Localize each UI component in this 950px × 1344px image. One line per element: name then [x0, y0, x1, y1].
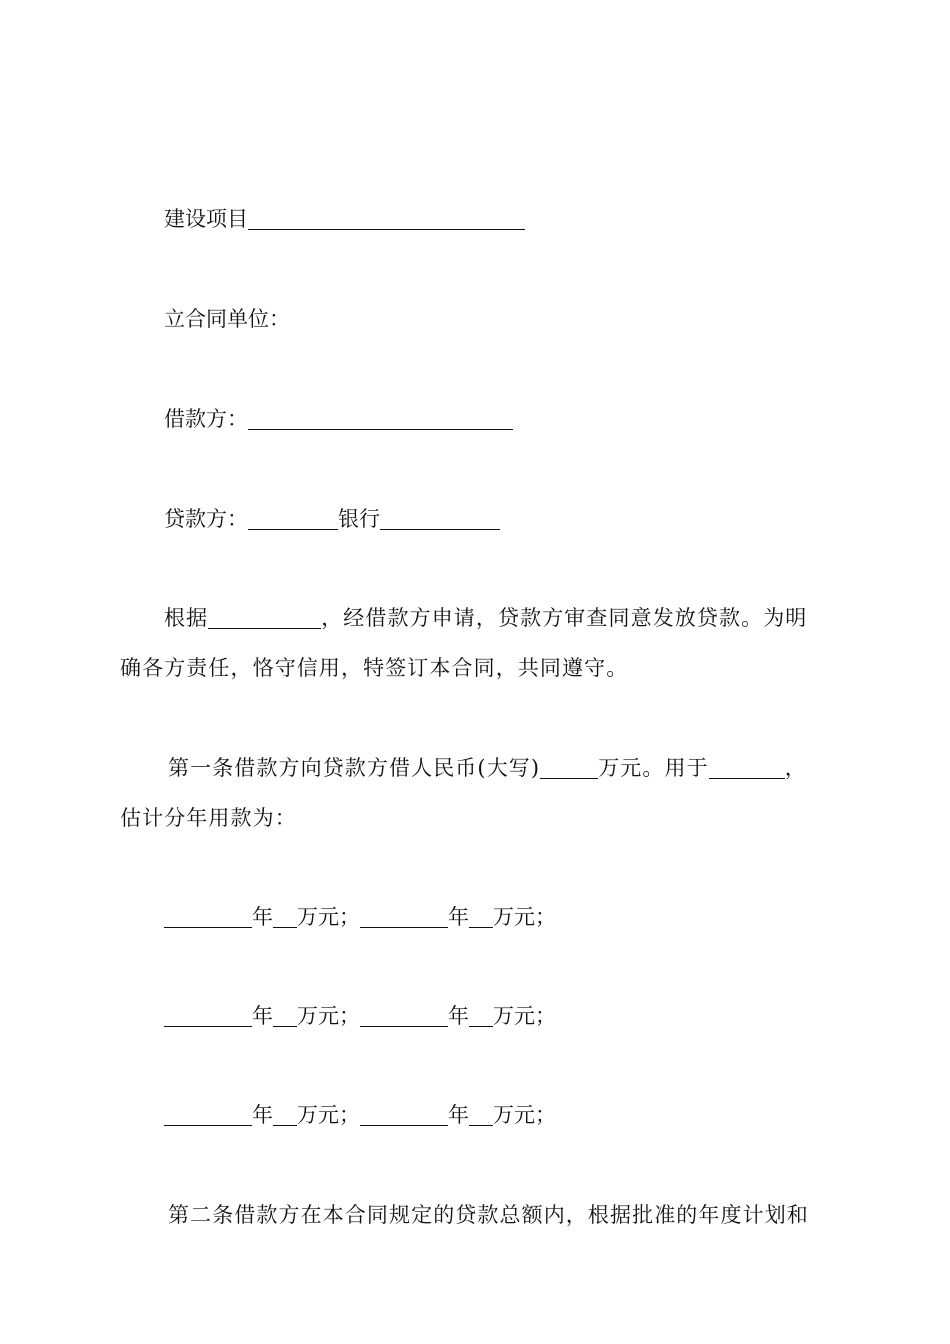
amount-text: 万元； — [493, 1103, 556, 1127]
intro-line-1 — [0, 598, 950, 638]
article2-line1-text: 第二条借款方在本合同规定的贷款总额内，根据批准的年度计划和 — [168, 1203, 809, 1227]
amount-blank — [469, 1003, 493, 1027]
amount-blank — [273, 1102, 297, 1126]
amount-blank — [469, 1102, 493, 1126]
amount-text: 万元； — [493, 905, 556, 929]
lender-line — [0, 499, 950, 539]
schedule-row-3 — [0, 1095, 950, 1135]
bank-text: 银行 — [338, 507, 380, 531]
year-blank — [164, 904, 252, 928]
lender-bank-blank-right — [380, 506, 500, 530]
year-blank — [164, 1003, 252, 1027]
schedule-row-1 — [0, 897, 950, 937]
year-blank — [360, 904, 448, 928]
borrower-line — [0, 399, 950, 439]
lender-label: 贷款方： — [164, 507, 248, 531]
year-text: 年 — [252, 905, 273, 929]
amount-text: 万元； — [297, 905, 360, 929]
loan-purpose-blank — [709, 755, 785, 779]
year-text: 年 — [252, 1103, 273, 1127]
year-text: 年 — [448, 1004, 469, 1028]
article1-part3: ， — [784, 756, 807, 780]
year-blank — [360, 1003, 448, 1027]
parties-title: 立合同单位： — [164, 307, 290, 331]
article1-line-1 — [0, 748, 950, 788]
schedule-row-2 — [0, 996, 950, 1036]
article1-line2-text: 估计分年用款为： — [120, 806, 297, 830]
intro-prefix: 根据 — [164, 606, 209, 630]
intro-line-2 — [0, 648, 950, 688]
project-line — [0, 199, 950, 239]
year-blank — [164, 1102, 252, 1126]
year-text: 年 — [448, 905, 469, 929]
year-text: 年 — [448, 1103, 469, 1127]
article1-part1: 第一条借款方向贷款方借人民币(大写) — [168, 756, 541, 780]
article1-line-2 — [0, 798, 950, 838]
parties-title-line — [0, 299, 950, 339]
amount-blank — [273, 1003, 297, 1027]
amount-text: 万元； — [493, 1004, 556, 1028]
borrower-blank — [248, 406, 513, 430]
year-blank — [360, 1102, 448, 1126]
article2-line-1 — [0, 1195, 950, 1235]
loan-amount-blank — [540, 755, 598, 779]
amount-text: 万元； — [297, 1004, 360, 1028]
lender-bank-blank-left — [248, 506, 338, 530]
amount-blank — [273, 904, 297, 928]
intro-line2-text: 确各方责任，恪守信用，特签订本合同，共同遵守。 — [120, 656, 629, 680]
article1-part2: 万元。用于 — [598, 756, 709, 780]
borrower-label: 借款方： — [164, 407, 248, 431]
intro-line1-rest: ，经借款方申请，贷款方审查同意发放贷款。为明 — [321, 606, 808, 630]
basis-blank — [208, 605, 321, 629]
amount-blank — [469, 904, 493, 928]
amount-text: 万元； — [297, 1103, 360, 1127]
project-blank — [248, 206, 525, 230]
project-label: 建设项目 — [164, 207, 248, 231]
year-text: 年 — [252, 1004, 273, 1028]
